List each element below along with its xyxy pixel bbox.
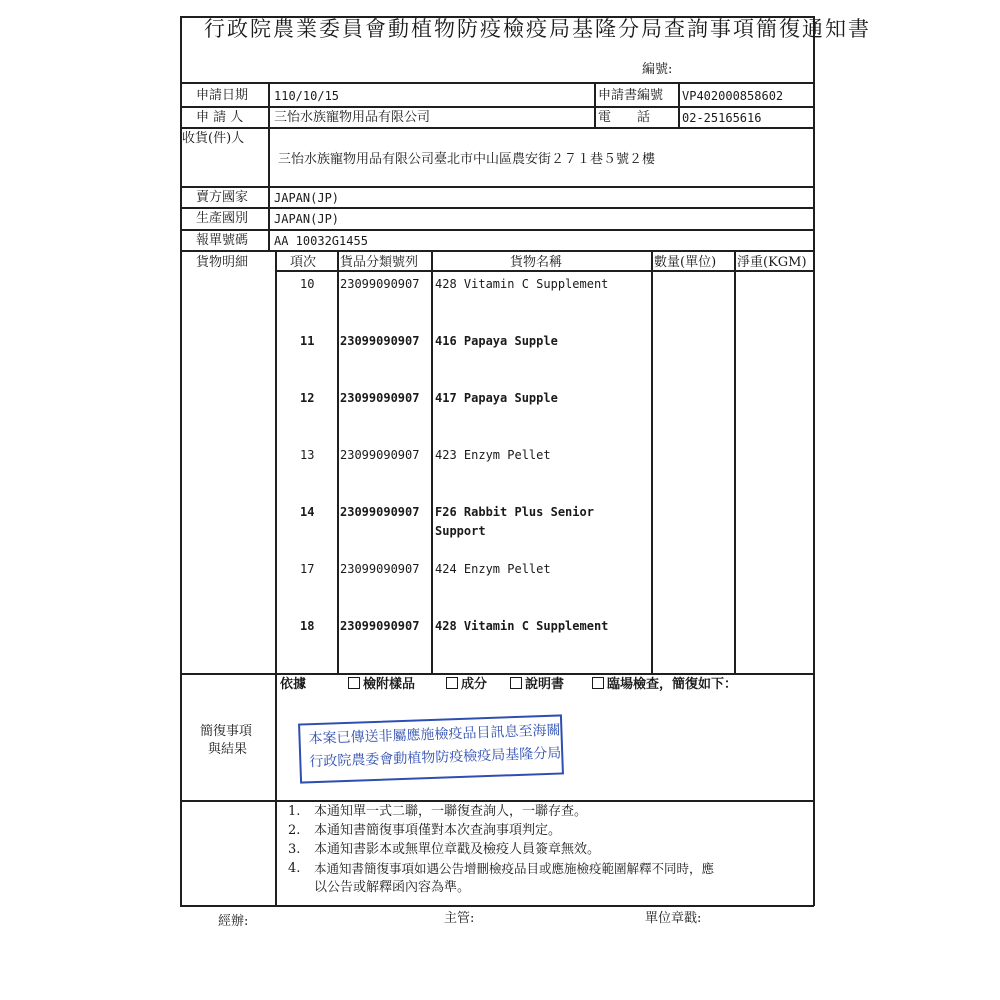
origin-value: JAPAN(JP) bbox=[274, 212, 340, 226]
option-manual: 說明書 bbox=[510, 677, 564, 692]
document-title: 行政院農業委員會動植物防疫檢疫局基隆分局查詢事項簡復通知書 bbox=[204, 17, 871, 41]
checkbox-ingredients bbox=[446, 677, 458, 689]
reply-label-line2: 與結果 bbox=[208, 742, 248, 757]
applicant-label: 申 請 人 bbox=[196, 110, 244, 125]
option-sample: 檢附樣品 bbox=[348, 677, 415, 692]
customs-stamp bbox=[298, 714, 564, 783]
consignee-value: 三怡水族寵物用品有限公司臺北市中山區農安街２７１巷５號２樓 bbox=[278, 152, 656, 167]
apply-date-value: 110/10/15 bbox=[274, 89, 340, 103]
note-text: 以公告或解釋函內容為準。 bbox=[314, 880, 471, 895]
note-text: 本通知單一式二聯，一聯復查詢人，一聯存查。 bbox=[314, 804, 588, 819]
phone-label: 電 話 bbox=[598, 110, 651, 125]
row-name: 428 Vitamin C Supplement bbox=[435, 277, 609, 291]
row-name: 428 Vitamin C Supplement bbox=[435, 619, 609, 633]
note-text: 本通知書影本或無單位章戳及檢疫人員簽章無效。 bbox=[314, 842, 601, 857]
apply-date-label: 申請日期 bbox=[196, 88, 249, 103]
note-text: 本通知書簡復事項僅對本次查詢事項判定。 bbox=[314, 823, 562, 838]
col-header-qty: 數量(單位) bbox=[654, 255, 717, 270]
app-no-label: 申請書編號 bbox=[598, 88, 664, 103]
row-item: 12 bbox=[300, 391, 315, 405]
note-number: 3. bbox=[288, 842, 301, 857]
basis-label: 依據 bbox=[280, 677, 307, 692]
declaration-label: 報單號碼 bbox=[196, 233, 249, 248]
checkbox-onsite bbox=[592, 677, 604, 689]
seller-country-value: JAPAN(JP) bbox=[274, 191, 340, 205]
row-item: 18 bbox=[300, 619, 315, 633]
serial-label: 編號: bbox=[642, 62, 673, 77]
row-item: 10 bbox=[300, 277, 315, 291]
applicant-value: 三怡水族寵物用品有限公司 bbox=[274, 110, 431, 125]
consignee-label: 收貨(件)人 bbox=[182, 131, 245, 146]
row-code: 23099090907 bbox=[340, 505, 420, 519]
row-code: 23099090907 bbox=[340, 334, 420, 348]
row-name: 424 Enzym Pellet bbox=[435, 562, 551, 576]
stamp-line1: 本案已傳送非屬應施檢疫品目訊息至海關 bbox=[308, 722, 561, 748]
col-header-weight: 淨重(KGM) bbox=[737, 255, 807, 270]
col-header-item: 項次 bbox=[290, 255, 317, 270]
row-code: 23099090907 bbox=[340, 619, 420, 633]
row-name: 423 Enzym Pellet bbox=[435, 448, 551, 462]
note-number: 2. bbox=[288, 823, 301, 838]
row-item: 11 bbox=[300, 334, 315, 348]
row-code: 23099090907 bbox=[340, 448, 420, 462]
app-no-value: VP402000858602 bbox=[682, 89, 784, 103]
option-ingredients: 成分 bbox=[446, 677, 487, 692]
checkbox-sample bbox=[348, 677, 360, 689]
row-name-continued: Support bbox=[435, 524, 486, 538]
row-name: F26 Rabbit Plus Senior bbox=[435, 505, 594, 519]
row-code: 23099090907 bbox=[340, 562, 420, 576]
stamp-line2: 行政院農委會動植物防疫檢疫局基隆分局 bbox=[309, 745, 562, 771]
row-name: 416 Papaya Supple bbox=[435, 334, 558, 348]
handler-label: 經辦: bbox=[218, 914, 249, 929]
goods-label: 貨物明細 bbox=[196, 255, 249, 270]
reply-label-line1: 簡復事項 bbox=[200, 724, 253, 739]
note-number: 1. bbox=[288, 804, 301, 819]
origin-label: 生產國別 bbox=[196, 211, 249, 226]
row-name: 417 Papaya Supple bbox=[435, 391, 558, 405]
col-header-name: 貨物名稱 bbox=[510, 255, 563, 270]
row-item: 13 bbox=[300, 448, 315, 462]
unit-stamp-label: 單位章戳: bbox=[645, 911, 702, 926]
note-number: 4. bbox=[288, 861, 301, 876]
phone-value: 02-25165616 bbox=[682, 111, 762, 125]
supervisor-label: 主管: bbox=[444, 911, 475, 926]
option-onsite: 臨場檢查，簡復如下： bbox=[592, 677, 737, 692]
checkbox-manual bbox=[510, 677, 522, 689]
note-text: 本通知書簡復事項如遇公告增刪檢疫品目或應施檢疫範圍解釋不同時，應 bbox=[314, 861, 715, 876]
row-code: 23099090907 bbox=[340, 277, 420, 291]
declaration-value: AA 10032G1455 bbox=[274, 234, 368, 248]
row-code: 23099090907 bbox=[340, 391, 420, 405]
row-item: 17 bbox=[300, 562, 315, 576]
col-header-code: 貨品分類號列 bbox=[340, 255, 419, 270]
row-item: 14 bbox=[300, 505, 315, 519]
seller-country-label: 賣方國家 bbox=[196, 190, 249, 205]
